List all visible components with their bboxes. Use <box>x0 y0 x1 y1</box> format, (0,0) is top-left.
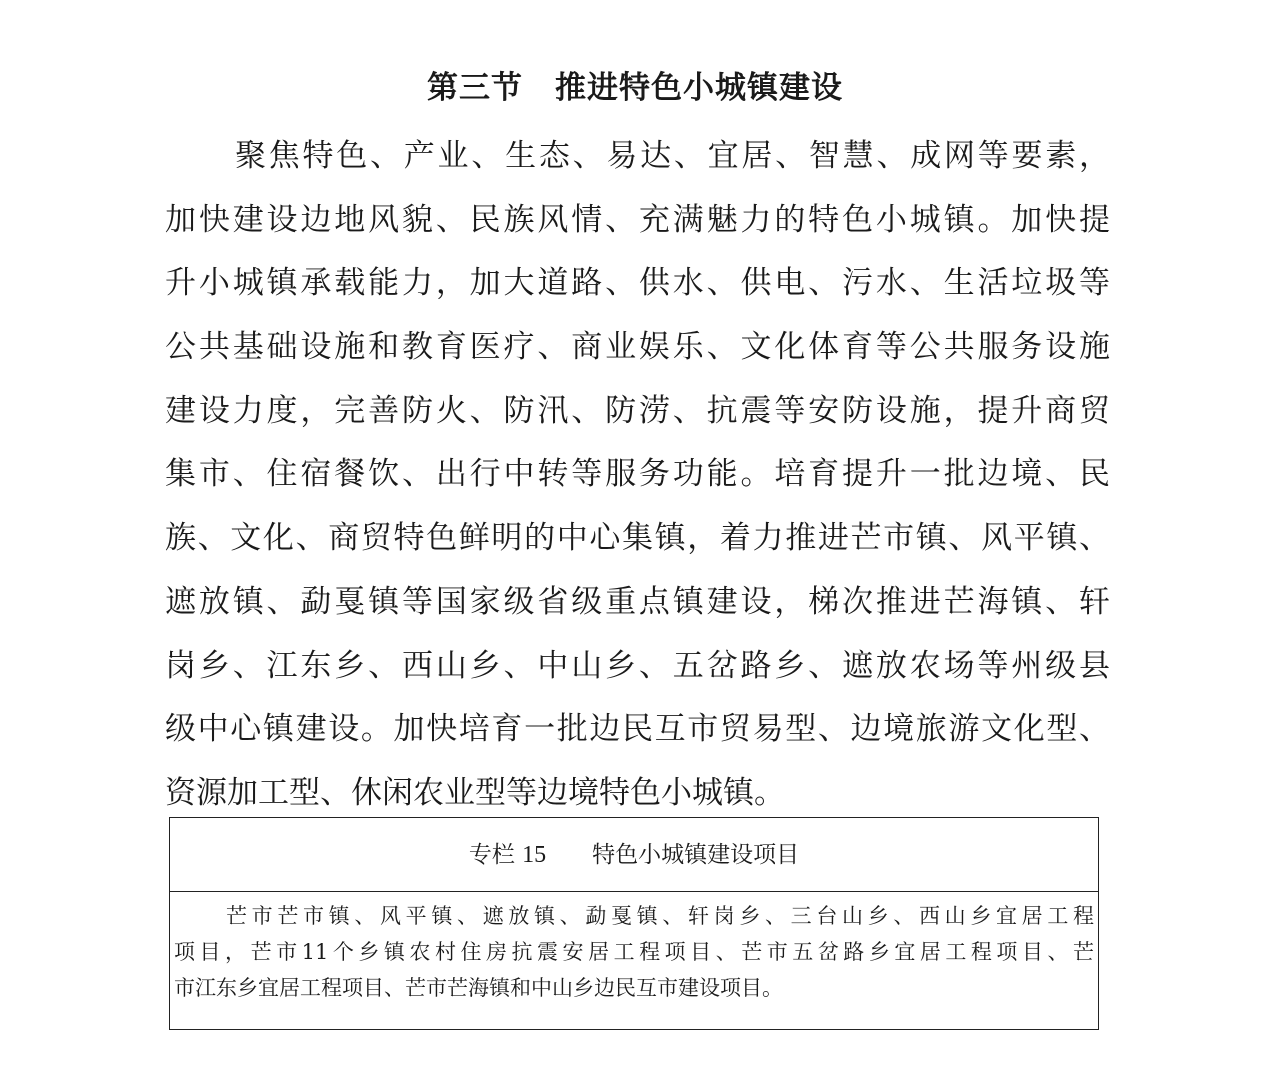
paragraph-line: 遮放镇、勐戛镇等国家级省级重点镇建设，梯次推进芒海镇、轩 <box>165 583 1110 620</box>
paragraph-line: 聚焦特色、产业、生态、易达、宜居、智慧、成网等要素， <box>235 138 1110 174</box>
column-box-header <box>170 818 1098 892</box>
paragraph-line: 加快建设边地风貌、民族风情、充满魅力的特色小城镇。加快提 <box>165 201 1110 238</box>
column-label: 专栏 <box>468 842 515 868</box>
paragraph-line: 族、文化、商贸特色鲜明的中心集镇，着力推进芒市镇、风平镇、 <box>165 520 1110 557</box>
paragraph-line: 资源加工型、休闲农业型等边境特色小城镇。 <box>165 774 785 811</box>
column-title: 特色小城镇建设项目 <box>592 842 800 868</box>
column-number: 15 <box>522 842 547 868</box>
column-box-body <box>170 892 1098 1006</box>
paragraph-line: 岗乡、江东乡、西山乡、中山乡、五岔路乡、遮放农场等州级县 <box>165 647 1110 684</box>
column-box-line: 市江东乡宜居工程项目、芒市芒海镇和中山乡边民互市建设项目。 <box>174 976 783 1000</box>
paragraph-line: 级中心镇建设。加快培育一批边民互市贸易型、边境旅游文化型、 <box>165 711 1110 748</box>
section-title: 第三节 推进特色小城镇建设 <box>427 70 843 106</box>
paragraph-line: 升小城镇承载能力，加大道路、供水、供电、污水、生活垃圾等 <box>165 265 1110 302</box>
paragraph-line: 公共基础设施和教育医疗、商业娱乐、文化体育等公共服务设施 <box>165 329 1110 366</box>
column-box-line: 项目，芒市11个乡镇农村住房抗震安居工程项目、芒市五岔路乡宜居工程项目、芒 <box>174 940 1094 964</box>
paragraph-line: 建设力度，完善防火、防汛、防涝、抗震等安防设施，提升商贸 <box>165 392 1110 429</box>
body-paragraph <box>165 127 1110 828</box>
paragraph-line: 集市、住宿餐饮、出行中转等服务功能。培育提升一批边境、民 <box>165 456 1110 493</box>
column-box-line: 芒市芒市镇、风平镇、遮放镇、勐戛镇、轩岗乡、三台山乡、西山乡宜居工程 <box>226 904 1094 928</box>
column-box <box>169 817 1099 1030</box>
